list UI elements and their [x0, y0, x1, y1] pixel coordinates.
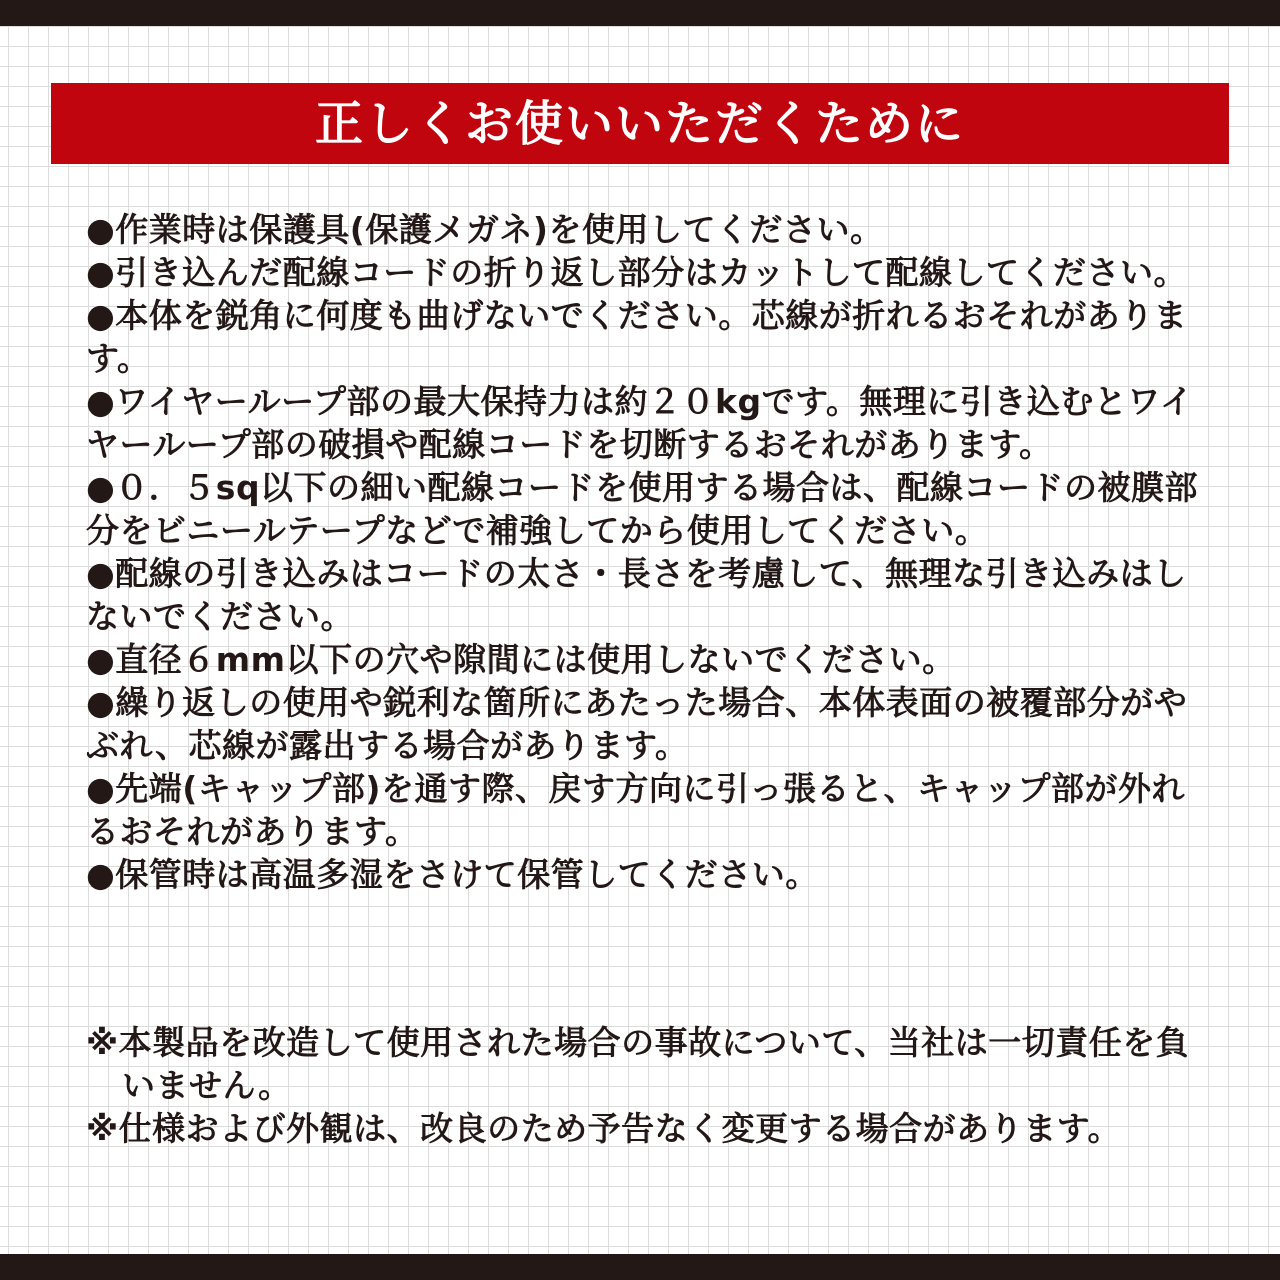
- usage-note-text: 先端(キャップ部)を通す際、戻す方向に引っ張ると、キャップ部が外れるおそれがあります。: [86, 769, 1185, 851]
- bullet-icon: ●: [86, 640, 116, 679]
- usage-note: [86, 294, 1206, 380]
- usage-note: [86, 251, 1206, 294]
- bullet-icon: ●: [86, 855, 116, 894]
- usage-notes-list: [86, 208, 1206, 896]
- usage-note-text: ０．５sq以下の細い配線コードを使用する場合は、配線コードの被膜部分をビニールテープなどで補強してから使用してください。: [86, 468, 1199, 550]
- usage-note-text: 配線の引き込みはコードの太さ・長さを考慮して、無理な引き込みはしないでください。: [86, 554, 1187, 636]
- page-title: 正しくお使いいただくために: [314, 95, 965, 152]
- usage-note-text: 繰り返しの使用や鋭利な箇所にあたった場合、本体表面の被覆部分がやぶれ、芯線が露出する場合があります。: [86, 683, 1188, 765]
- disclaimer-list: [86, 1021, 1216, 1150]
- bottom-border-bar: [0, 1254, 1280, 1280]
- bullet-icon: ●: [86, 554, 116, 593]
- bullet-icon: ●: [86, 769, 116, 808]
- usage-note-text: 作業時は保護具(保護メガネ)を使用してください。: [115, 210, 884, 249]
- usage-note: [86, 767, 1206, 853]
- usage-note: [86, 638, 1206, 681]
- bullet-icon: ●: [86, 468, 116, 507]
- bullet-icon: ●: [86, 382, 116, 421]
- top-border-bar: [0, 0, 1280, 26]
- usage-note: [86, 552, 1206, 638]
- usage-note-text: 保管時は高温多湿をさけて保管してください。: [115, 855, 819, 894]
- usage-note: [86, 466, 1206, 552]
- bullet-icon: ●: [86, 210, 116, 249]
- usage-note-text: 直径６mm以下の穴や隙間には使用しないでください。: [115, 640, 956, 679]
- disclaimer-note: ※本製品を改造して使用された場合の事故について、当社は一切責任を負いません。: [86, 1023, 1190, 1105]
- bullet-icon: ●: [86, 253, 116, 292]
- usage-note: [86, 208, 1206, 251]
- usage-note-text: ワイヤーループ部の最大保持力は約２０kgです。無理に引き込むとワイヤーループ部の破損や配線コードを切断するおそれがあります。: [86, 382, 1194, 464]
- disclaimer-note: ※仕様および外観は、改良のため予告なく変更する場合があります。: [86, 1109, 1121, 1148]
- title-banner: [51, 83, 1229, 164]
- usage-note: [86, 681, 1206, 767]
- usage-note-text: 引き込んだ配線コードの折り返し部分はカットして配線してください。: [115, 253, 1187, 292]
- usage-note-text: 本体を鋭角に何度も曲げないでください。芯線が折れるおそれがあります。: [86, 296, 1188, 378]
- bullet-icon: ●: [86, 296, 116, 335]
- usage-note: [86, 380, 1206, 466]
- bullet-icon: ●: [86, 683, 116, 722]
- usage-note: [86, 853, 1206, 896]
